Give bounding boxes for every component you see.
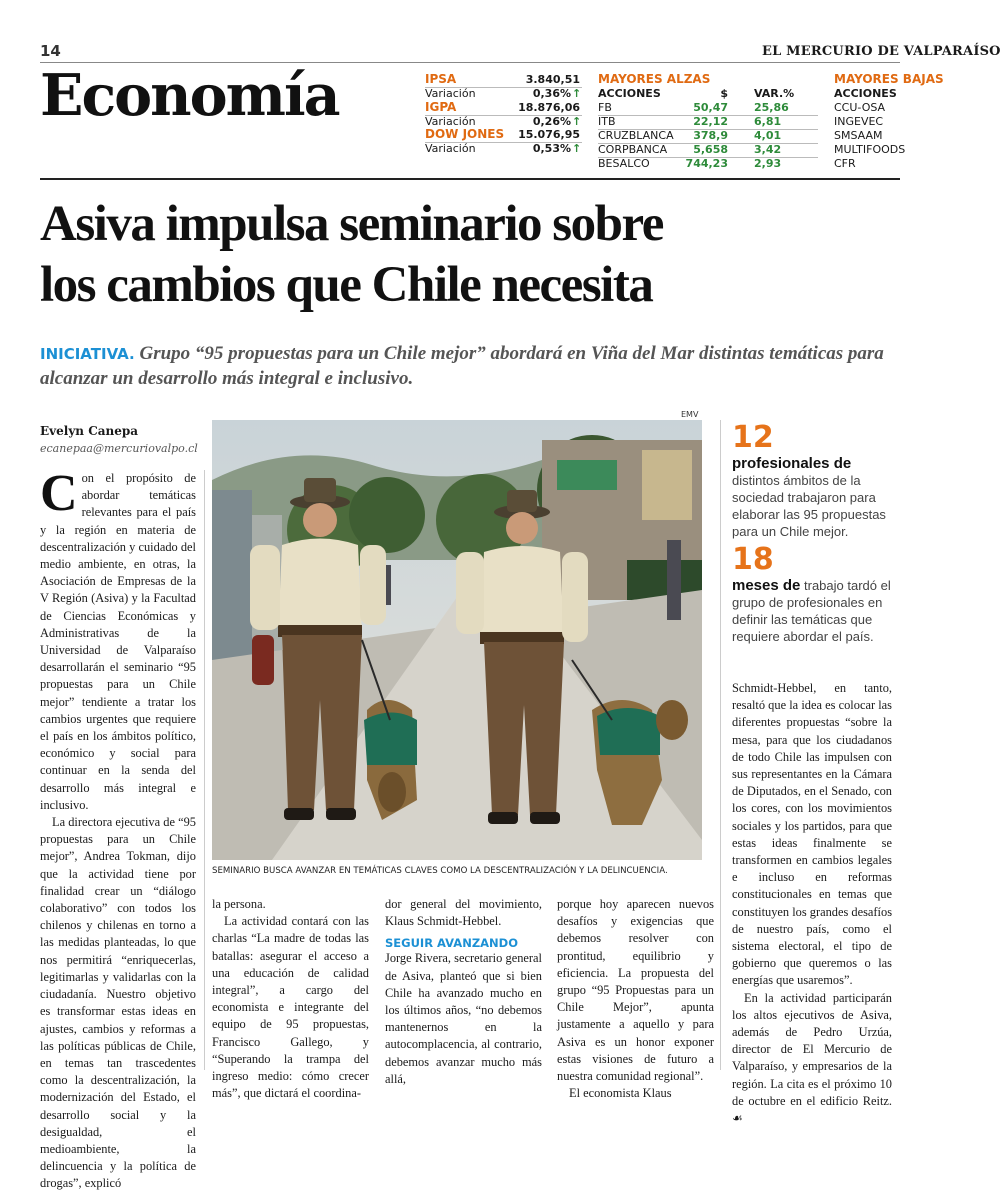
index-value: 18.876,06	[518, 101, 580, 114]
stock-variation: 25,86	[754, 101, 789, 114]
stat-bold: meses de	[732, 577, 801, 594]
paragraph: La actividad contará con las charlas “La madre de todas las batallas: asegurar el acceso a una educación de calidad integral”, a cargo del economista e integrante del equipo de 95 propuestas, Francisco Gallego, y “Superando la trampa del ingreso medio: cómo crecer más”, que dictará el coordina-	[212, 914, 369, 1101]
stock-variation: 3,42	[754, 143, 782, 156]
paragraph-text: En la actividad participarán los altos ejecutivos de Asiva, además de Pedro Urzúa, director de El Mercurio de Valparaíso, y empresarios de la región. La cita es el próximo 10 de octubre en el edificio Reitz.	[732, 990, 892, 1108]
paragraph: la persona.	[212, 897, 266, 911]
paragraph: El economista Klaus	[569, 1086, 672, 1101]
stock-name: MULTIFOODS	[834, 143, 906, 156]
col-header-acciones: ACCIONES	[834, 87, 897, 100]
photo-caption: SEMINARIO BUSCA AVANZAR EN TEMÁTICAS CLAVES COMO LA DESCENTRALIZACIÓN Y LA DELINCUENCIA.	[212, 866, 668, 876]
stock-name: CCU-OSA	[834, 101, 886, 114]
author-name: Evelyn Canepa	[40, 424, 139, 438]
article-column-3	[385, 896, 542, 1088]
col-header-price: $	[720, 87, 728, 100]
losers-title: MAYORES BAJAS	[834, 72, 944, 86]
stat-number: 12	[732, 420, 774, 455]
col-header-var: VAR.%	[754, 87, 795, 100]
stock-name: FB	[598, 101, 612, 114]
author-email: ecanepaa@mercuriovalpo.cl	[40, 442, 198, 455]
headline	[40, 194, 900, 316]
index-variation: 0,53%	[532, 142, 571, 155]
index-variation-label: Variación	[425, 87, 476, 100]
index-variation-label: Variación	[425, 142, 476, 155]
article-column-4	[557, 896, 714, 1102]
stock-price: 5,658	[693, 143, 728, 156]
kicker-text: Grupo “95 propuestas para un Chile mejor” abordará en Viña del Mar distintas temáticas para alcanzar un desarrollo más integral e inclusivo.	[40, 343, 884, 389]
stat-text	[732, 455, 892, 540]
arrow-up-icon	[571, 115, 581, 128]
stock-name: CRUZBLANCA	[598, 129, 674, 142]
photo-credit: EMV	[681, 410, 699, 419]
stock-name: SMSAAM	[834, 129, 883, 142]
stock-name: ITB	[598, 115, 616, 128]
stat-text	[732, 577, 892, 645]
stock-price: 744,23	[685, 157, 728, 170]
gainers-title: MAYORES ALZAS	[598, 72, 711, 86]
stat-number: 18	[732, 542, 774, 577]
paragraph: Jorge Rivera, secretario general de Asiva, planteó que si bien Chile ha avanzado mucho en los últimos años, “no debemos mantenernos en la autocomplacencia, al contrario, debemos avanzar mucho más allá,	[385, 951, 542, 1086]
police-officers-photo	[212, 420, 702, 860]
index-name: IGPA	[425, 100, 457, 114]
paragraph	[732, 990, 892, 1128]
drop-cap: C	[40, 465, 78, 522]
article-photo	[212, 420, 702, 860]
arrow-up-icon	[571, 142, 581, 155]
stock-price: 22,12	[693, 115, 728, 128]
header-rule	[40, 178, 900, 180]
index-variation: 0,26%	[532, 115, 571, 128]
stock-name: BESALCO	[598, 157, 650, 170]
subhead: SEGUIR AVANZANDO	[385, 936, 519, 951]
col-header-acciones: ACCIONES	[598, 87, 661, 100]
index-value: 15.076,95	[518, 128, 580, 141]
stock-price: 50,47	[693, 101, 728, 114]
section-title: Economía	[40, 62, 339, 129]
index-name: IPSA	[425, 72, 457, 86]
stock-variation: 2,93	[754, 157, 782, 170]
paragraph: dor general del movimiento, Klaus Schmidt-Hebbel.	[385, 897, 542, 929]
stock-name: CFR	[834, 157, 856, 170]
arrow-up-icon	[571, 87, 581, 100]
page-number: 14	[40, 42, 61, 60]
article-column-2	[212, 896, 369, 1102]
stat-desc: distintos ámbitos de la sociedad trabajaron para elaborar las 95 propuestas para un Chile mejor.	[732, 473, 886, 539]
stock-name: CORPBANCA	[598, 143, 668, 156]
paragraph: on el propósito de abordar temáticas relevantes para el país y la región en materia de descentralización y cuidado del medio ambiente, en otras, la Asociación de Empresas de la V Región (Asiva) y la Facultad de Ciencias Económicas y Administrativas de la Universidad de Valparaíso desarrollarán el seminario “95 propuestas para un Chile mejor” tendiente a tratar los cambios urgentes que requiere el país en los ámbitos político, económico y social para continuar en la senda del desarrollo más integral e inclusivo.	[40, 471, 196, 812]
column-divider	[204, 470, 205, 1070]
kicker-tag: INICIATIVA.	[40, 345, 135, 363]
index-variation-label: Variación	[425, 115, 476, 128]
stat-bold: profesionales de	[732, 455, 852, 472]
index-variation: 0,36%	[532, 87, 571, 100]
end-mark-icon: ☙	[732, 1111, 743, 1126]
stat-desc: trabajo tardó el grupo de profesionales en definir las temáticas que requiere abordar el país.	[732, 578, 891, 644]
paragraph: Schmidt-Hebbel, en tanto, resaltó que la idea es colocar las diferentes propuestas “sobre la mesa, para que los ciudadanos de todo Chile las impulsen con sus representantes en la Cámara de Diputados, en el Senado, con los cores, con los movimientos sociales y los partidos, para que estas ideas finalmente se transformen en cambios legales e incluso en reformas constitucionales en temas que constituyen los grandes desafíos de nuestro país, como el sistema electoral, el tipo de gobierno que queremos o las energías que usaremos”.	[732, 681, 893, 988]
stock-variation: 6,81	[754, 115, 782, 128]
stat-box-2	[732, 542, 892, 645]
headline-line-1: Asiva impulsa seminario sobre	[40, 196, 663, 252]
paragraph: La directora ejecutiva de “95 propuestas para un Chile mejor”, Andrea Tokman, dijo que la actividad tiene por finalidad crear un “diálogo colaborativo” con todos los chilenos y chilenas en torno a las medidas planteadas, lo que nos permitirá “enriquecerlas, legitimarlas y validarlas con la ciudadanía. Nuestro objetivo es transformar estas ideas en ajustes, cambios y reformas a las políticas públicas de Chile, en temas tan trascedentes como la descentralización, la modernización del Estado, el desarrollo social y la desigualdad, el medioambiente, la delincuencia y la política de drogas”, explicó	[40, 815, 196, 1191]
index-name: DOW JONES	[425, 127, 505, 141]
stock-price: 378,9	[693, 129, 728, 142]
stock-name: INGEVEC	[834, 115, 884, 128]
article-column-1	[40, 465, 196, 1193]
stock-variation: 4,01	[754, 129, 782, 142]
column-divider	[720, 420, 721, 1070]
market-top-losers	[834, 70, 944, 174]
stat-box-1	[732, 420, 892, 540]
headline-line-2: los cambios que Chile necesita	[40, 257, 653, 313]
kicker	[40, 341, 900, 391]
newspaper-name: EL MERCURIO DE VALPARAÍSO	[762, 44, 1001, 59]
index-value: 3.840,51	[525, 73, 580, 86]
article-column-5	[732, 680, 892, 1127]
paragraph: porque hoy aparecen nuevos desafíos y exigencias que debemos resolver con prontitud, equilibrio y eficiencia. La propuesta del grupo “95 Propuestas para un Chile Mejor”, apunta justamente a aquello y para Asiva es un honor exponer estas visiones de futuro a nuestra comunidad regional”.	[557, 897, 714, 1084]
